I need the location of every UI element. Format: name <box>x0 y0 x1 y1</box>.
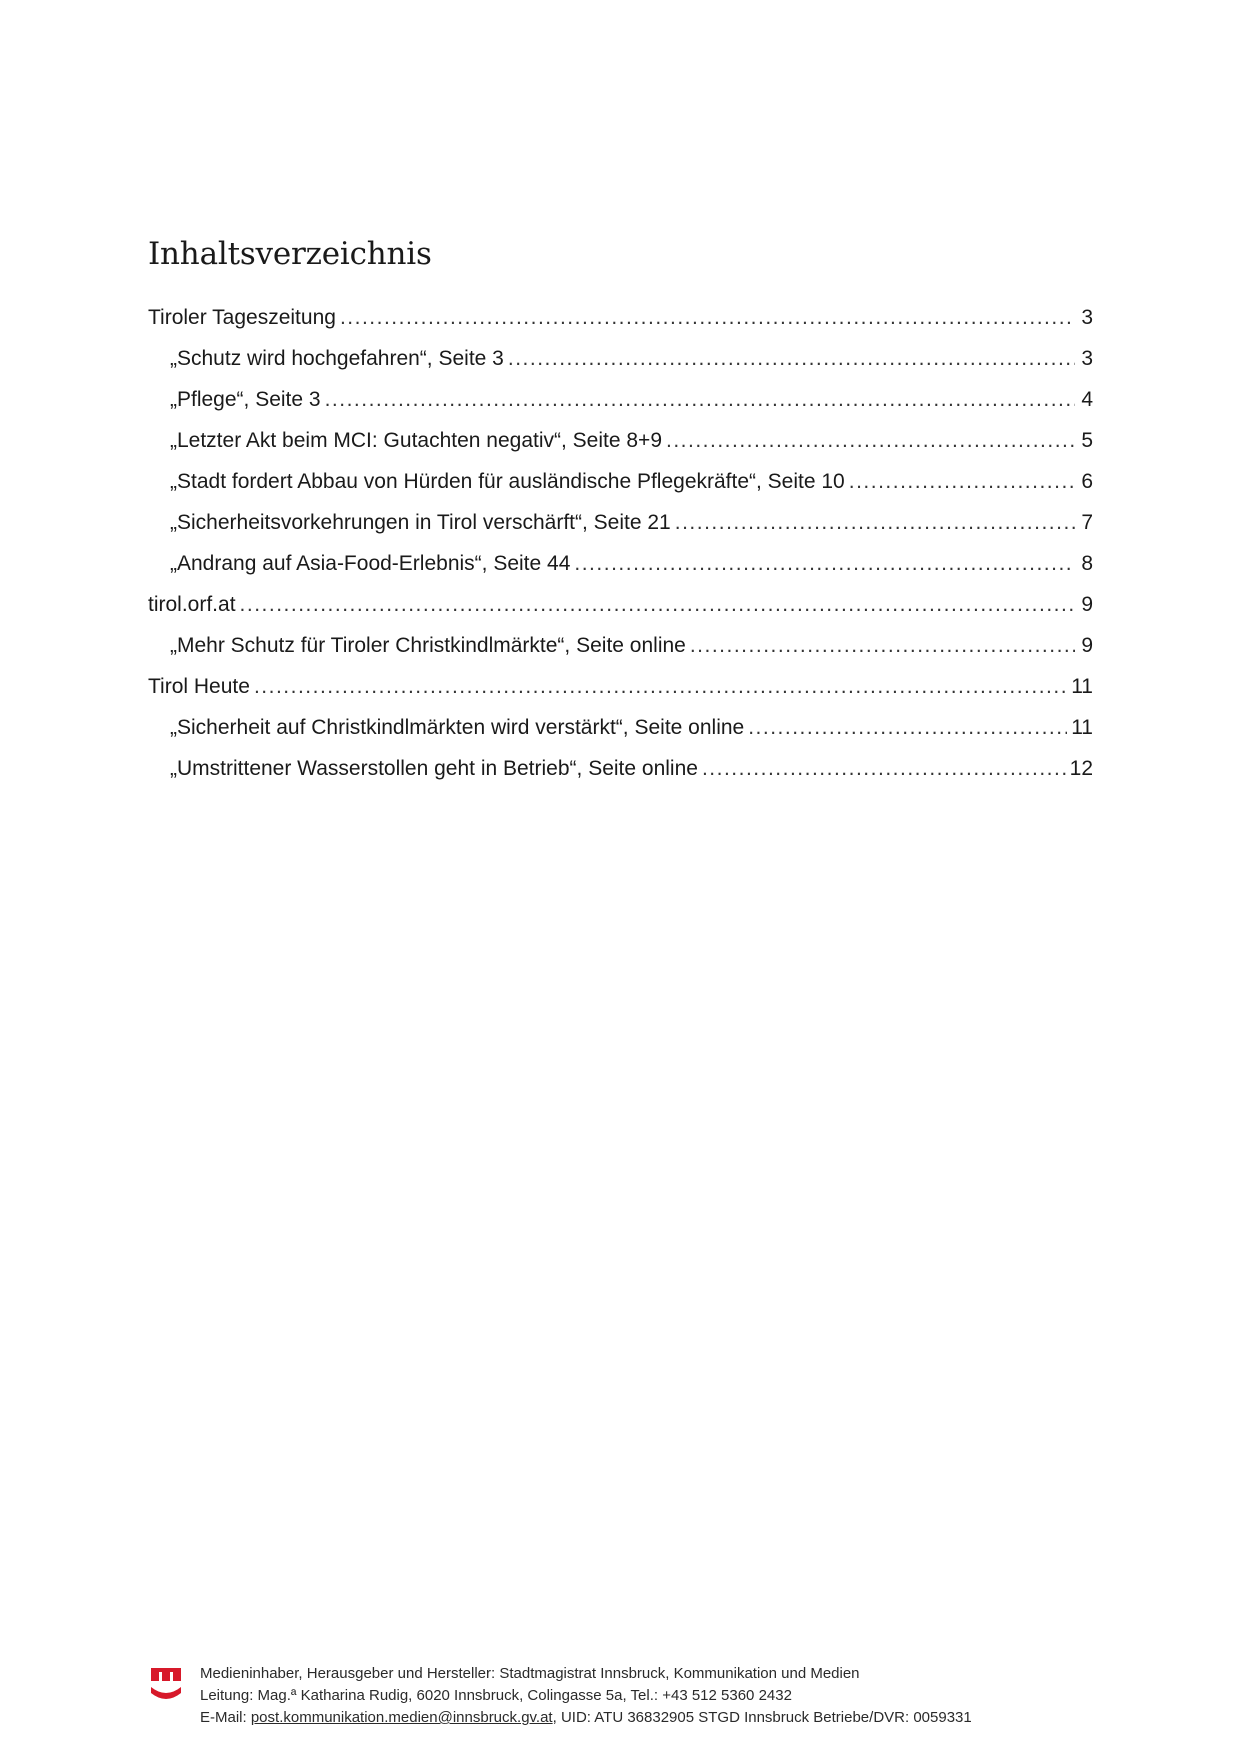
email-label: E-Mail: <box>200 1709 251 1726</box>
toc-entry-page: 9 <box>1081 593 1093 616</box>
toc-entry-page: 11 <box>1071 716 1093 739</box>
toc-entry-title: „Sicherheitsvorkehrungen in Tirol verschärft“, Seite 21 <box>170 511 671 534</box>
toc-entry-title: „Schutz wird hochgefahren“, Seite 3 <box>170 347 504 370</box>
toc-entry[interactable] <box>148 716 1093 757</box>
toc-entry-title: „Sicherheit auf Christkindlmärkten wird verstärkt“, Seite online <box>170 716 745 739</box>
uid-text: , UID: ATU 36832905 STGD Innsbruck Betriebe/DVR: 0059331 <box>552 1709 972 1726</box>
email-link[interactable]: post.kommunikation.medien@innsbruck.gv.at <box>250 1709 553 1726</box>
toc-leader-dots <box>508 347 1075 371</box>
toc-entry[interactable] <box>148 429 1093 470</box>
footer-line-management: Leitung: Mag.ª Katharina Rudig, 6020 Innsbruck, Colingasse 5a, Tel.: +43 512 5360 2432 <box>200 1687 792 1704</box>
toc-entry[interactable] <box>148 511 1093 552</box>
toc-entry-page: 11 <box>1071 675 1093 698</box>
toc-entry-title: „Umstrittener Wasserstollen geht in Betrieb“, Seite online <box>170 757 698 780</box>
toc-entry-page: 4 <box>1081 388 1093 411</box>
toc-entry-page: 12 <box>1069 757 1093 780</box>
toc-list <box>148 306 1093 798</box>
toc-leader-dots <box>666 429 1075 453</box>
toc-entry-title: tirol.orf.at <box>148 593 236 616</box>
footer-line-contact <box>200 1707 972 1729</box>
toc-entry-title: Tiroler Tageszeitung <box>148 306 336 329</box>
toc-entry-title: Tirol Heute <box>148 675 250 698</box>
toc-entry[interactable] <box>148 634 1093 675</box>
toc-leader-dots <box>702 757 1066 781</box>
toc-leader-dots <box>690 634 1075 658</box>
toc-entry-title: „Letzter Akt beim MCI: Gutachten negativ“, Seite 8+9 <box>170 429 662 452</box>
innsbruck-logo-icon <box>150 1665 182 1705</box>
toc-entry[interactable] <box>148 757 1093 798</box>
toc-entry[interactable] <box>148 388 1093 429</box>
page-footer <box>150 1663 972 1729</box>
toc-entry[interactable] <box>148 347 1093 388</box>
toc-leader-dots <box>675 511 1075 535</box>
toc-entry-page: 5 <box>1081 429 1093 452</box>
toc-entry-page: 3 <box>1081 306 1093 329</box>
toc-leader-dots <box>574 552 1075 576</box>
toc-entry-title: „Andrang auf Asia-Food-Erlebnis“, Seite 44 <box>170 552 571 575</box>
footer-text <box>200 1663 972 1729</box>
toc-leader-dots <box>325 388 1075 412</box>
toc-leader-dots <box>849 470 1075 494</box>
toc-entry-page: 3 <box>1081 347 1093 370</box>
toc-leader-dots <box>340 306 1075 330</box>
toc-entry[interactable] <box>148 552 1093 593</box>
toc-entry-page: 8 <box>1081 552 1093 575</box>
toc-entry-title: „Pflege“, Seite 3 <box>170 388 321 411</box>
toc-leader-dots <box>748 716 1067 740</box>
toc-entry[interactable] <box>148 470 1093 511</box>
toc-entry-title: „Stadt fordert Abbau von Hürden für ausländische Pflegekräfte“, Seite 10 <box>170 470 845 493</box>
toc-entry[interactable] <box>148 675 1093 716</box>
toc-entry[interactable] <box>148 593 1093 634</box>
toc-entry-title: „Mehr Schutz für Tiroler Christkindlmärkte“, Seite online <box>170 634 686 657</box>
toc-heading: Inhaltsverzeichnis <box>148 236 432 272</box>
toc-entry-page: 6 <box>1081 470 1093 493</box>
toc-entry-page: 9 <box>1081 634 1093 657</box>
toc-leader-dots <box>240 593 1075 617</box>
toc-entry-page: 7 <box>1081 511 1093 534</box>
footer-line-publisher: Medieninhaber, Herausgeber und Hersteller: Stadtmagistrat Innsbruck, Kommunikation und Medien <box>200 1665 860 1682</box>
toc-leader-dots <box>254 675 1067 699</box>
toc-entry[interactable] <box>148 306 1093 347</box>
